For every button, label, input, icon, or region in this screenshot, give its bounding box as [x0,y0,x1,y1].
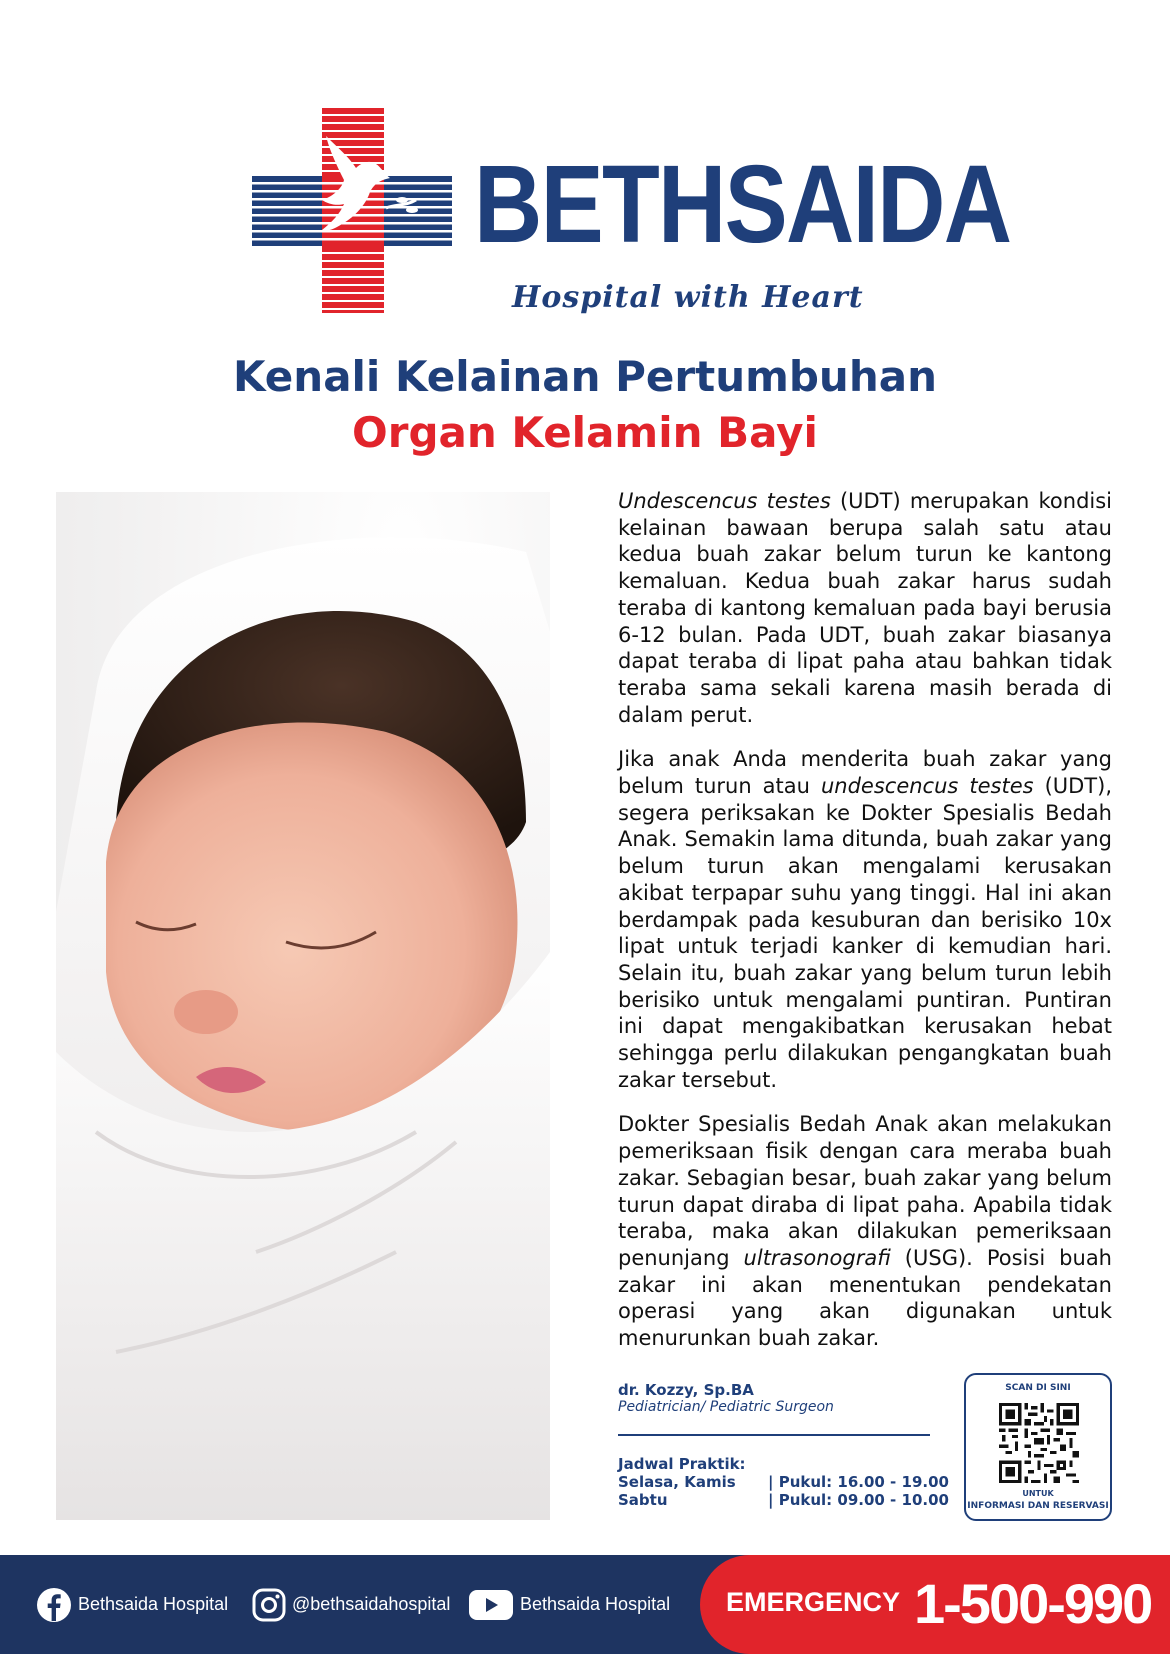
schedule-label: Jadwal Praktik: [618,1455,746,1473]
article-paragraph-1 [618,488,1112,728]
divider [618,1434,930,1436]
brand-name: BETHSAIDA [474,143,1011,266]
schedule-time: | Pukul: 09.00 - 10.00 [768,1491,949,1509]
paragraph-text: (UDT), segera periksakan ke Dokter Spesialis Bedah Anak. Semakin lama ditunda, buah zakar yang belum turun akan mengalami kerusakan akibat terpapar suhu yang tinggi. Hal ini akan berdampak pada kesuburan dan berisiko 10x lipat untuk terjadi kanker di kemudian hari. Selain itu, buah zakar yang belum turun lebih berisiko untuk mengalami puntiran. Puntiran ini dapat mengakibatkan kerusakan hebat sehingga perlu dilakukan pengangkatan buah zakar tersebut. [618,774,1113,1092]
article-paragraph-3 [618,1111,1112,1351]
qr-code-icon[interactable] [999,1403,1079,1483]
facebook-icon [36,1587,72,1623]
article-body [618,488,1112,1370]
term-undescencus: undescencus testes [820,774,1034,799]
page-title-line-2: Organ Kelamin Bayi [352,408,818,457]
schedule-day: Sabtu [618,1491,668,1509]
youtube-icon [468,1589,514,1621]
emergency-label: EMERGENCY [726,1587,901,1617]
page-title-line-1: Kenali Kelainan Pertumbuhan [233,352,937,401]
instagram-label: @bethsaidahospital [292,1594,451,1614]
baby-photo [56,492,550,1520]
paragraph-text: (USG). Posisi buah zakar ini akan menentukan pendekatan operasi yang akan digunakan untuk menurunkan buah zakar. [618,1245,1112,1351]
qr-caption-bottom: INFORMASI DAN RESERVASI [967,1501,1109,1511]
paragraph-text: Jika anak Anda menderita buah zakar yang belum turun atau [618,747,1112,799]
hospital-logo [252,108,1011,323]
facebook-label: Bethsaida Hospital [78,1594,229,1614]
term-undescencus: Undescencus testes [618,489,831,513]
qr-caption-top: SCAN DI SINI [1005,1383,1071,1393]
schedule-time: | Pukul: 16.00 - 19.00 [768,1473,949,1491]
doctor-name: dr. Kozzy, Sp.BA [618,1381,754,1399]
article-paragraph-2 [618,746,1112,1093]
qr-reservation-box[interactable] [964,1373,1112,1521]
facebook-link[interactable] [36,1555,228,1654]
cross-dove-icon [252,108,452,313]
brand-tagline: Hospital with Heart [512,280,864,315]
term-ultrasonografi: ultrasonografi [743,1245,891,1270]
schedule-day: Selasa, Kamis [618,1473,736,1491]
sleeping-baby-icon [56,492,550,1520]
instagram-icon [252,1588,286,1622]
footer-bar [0,1555,1170,1654]
emergency-number: 1-500-990 [914,1572,1152,1635]
youtube-link[interactable] [468,1555,670,1654]
qr-caption-bottom: UNTUK [1022,1489,1054,1498]
instagram-link[interactable] [252,1555,450,1654]
emergency-call-button[interactable] [700,1555,1170,1654]
paragraph-text: (UDT) merupakan kondisi kelainan bawaan berupa salah satu atau kedua buah zakar belum turun ke kantong kemaluan. Kedua buah zakar harus sudah teraba di kantong kemaluan pada bayi berusia 6-12 bulan. Pada UDT, buah zakar biasanya dapat teraba di lipat paha atau bahkan tidak teraba sama sekali karena masih berada di dalam perut. [618,489,1113,727]
youtube-label: Bethsaida Hospital [520,1594,671,1614]
paragraph-text: Dokter Spesialis Bedah Anak akan melakukan pemeriksaan fisik dengan cara meraba buah zakar. Sebagian besar, buah zakar yang belum turun dapat diraba di lipat paha. Apabila tidak teraba, maka akan dilakukan pemeriksaan penunjang [618,1112,1112,1270]
doctor-role: Pediatrician/ Pediatric Surgeon [618,1399,834,1415]
